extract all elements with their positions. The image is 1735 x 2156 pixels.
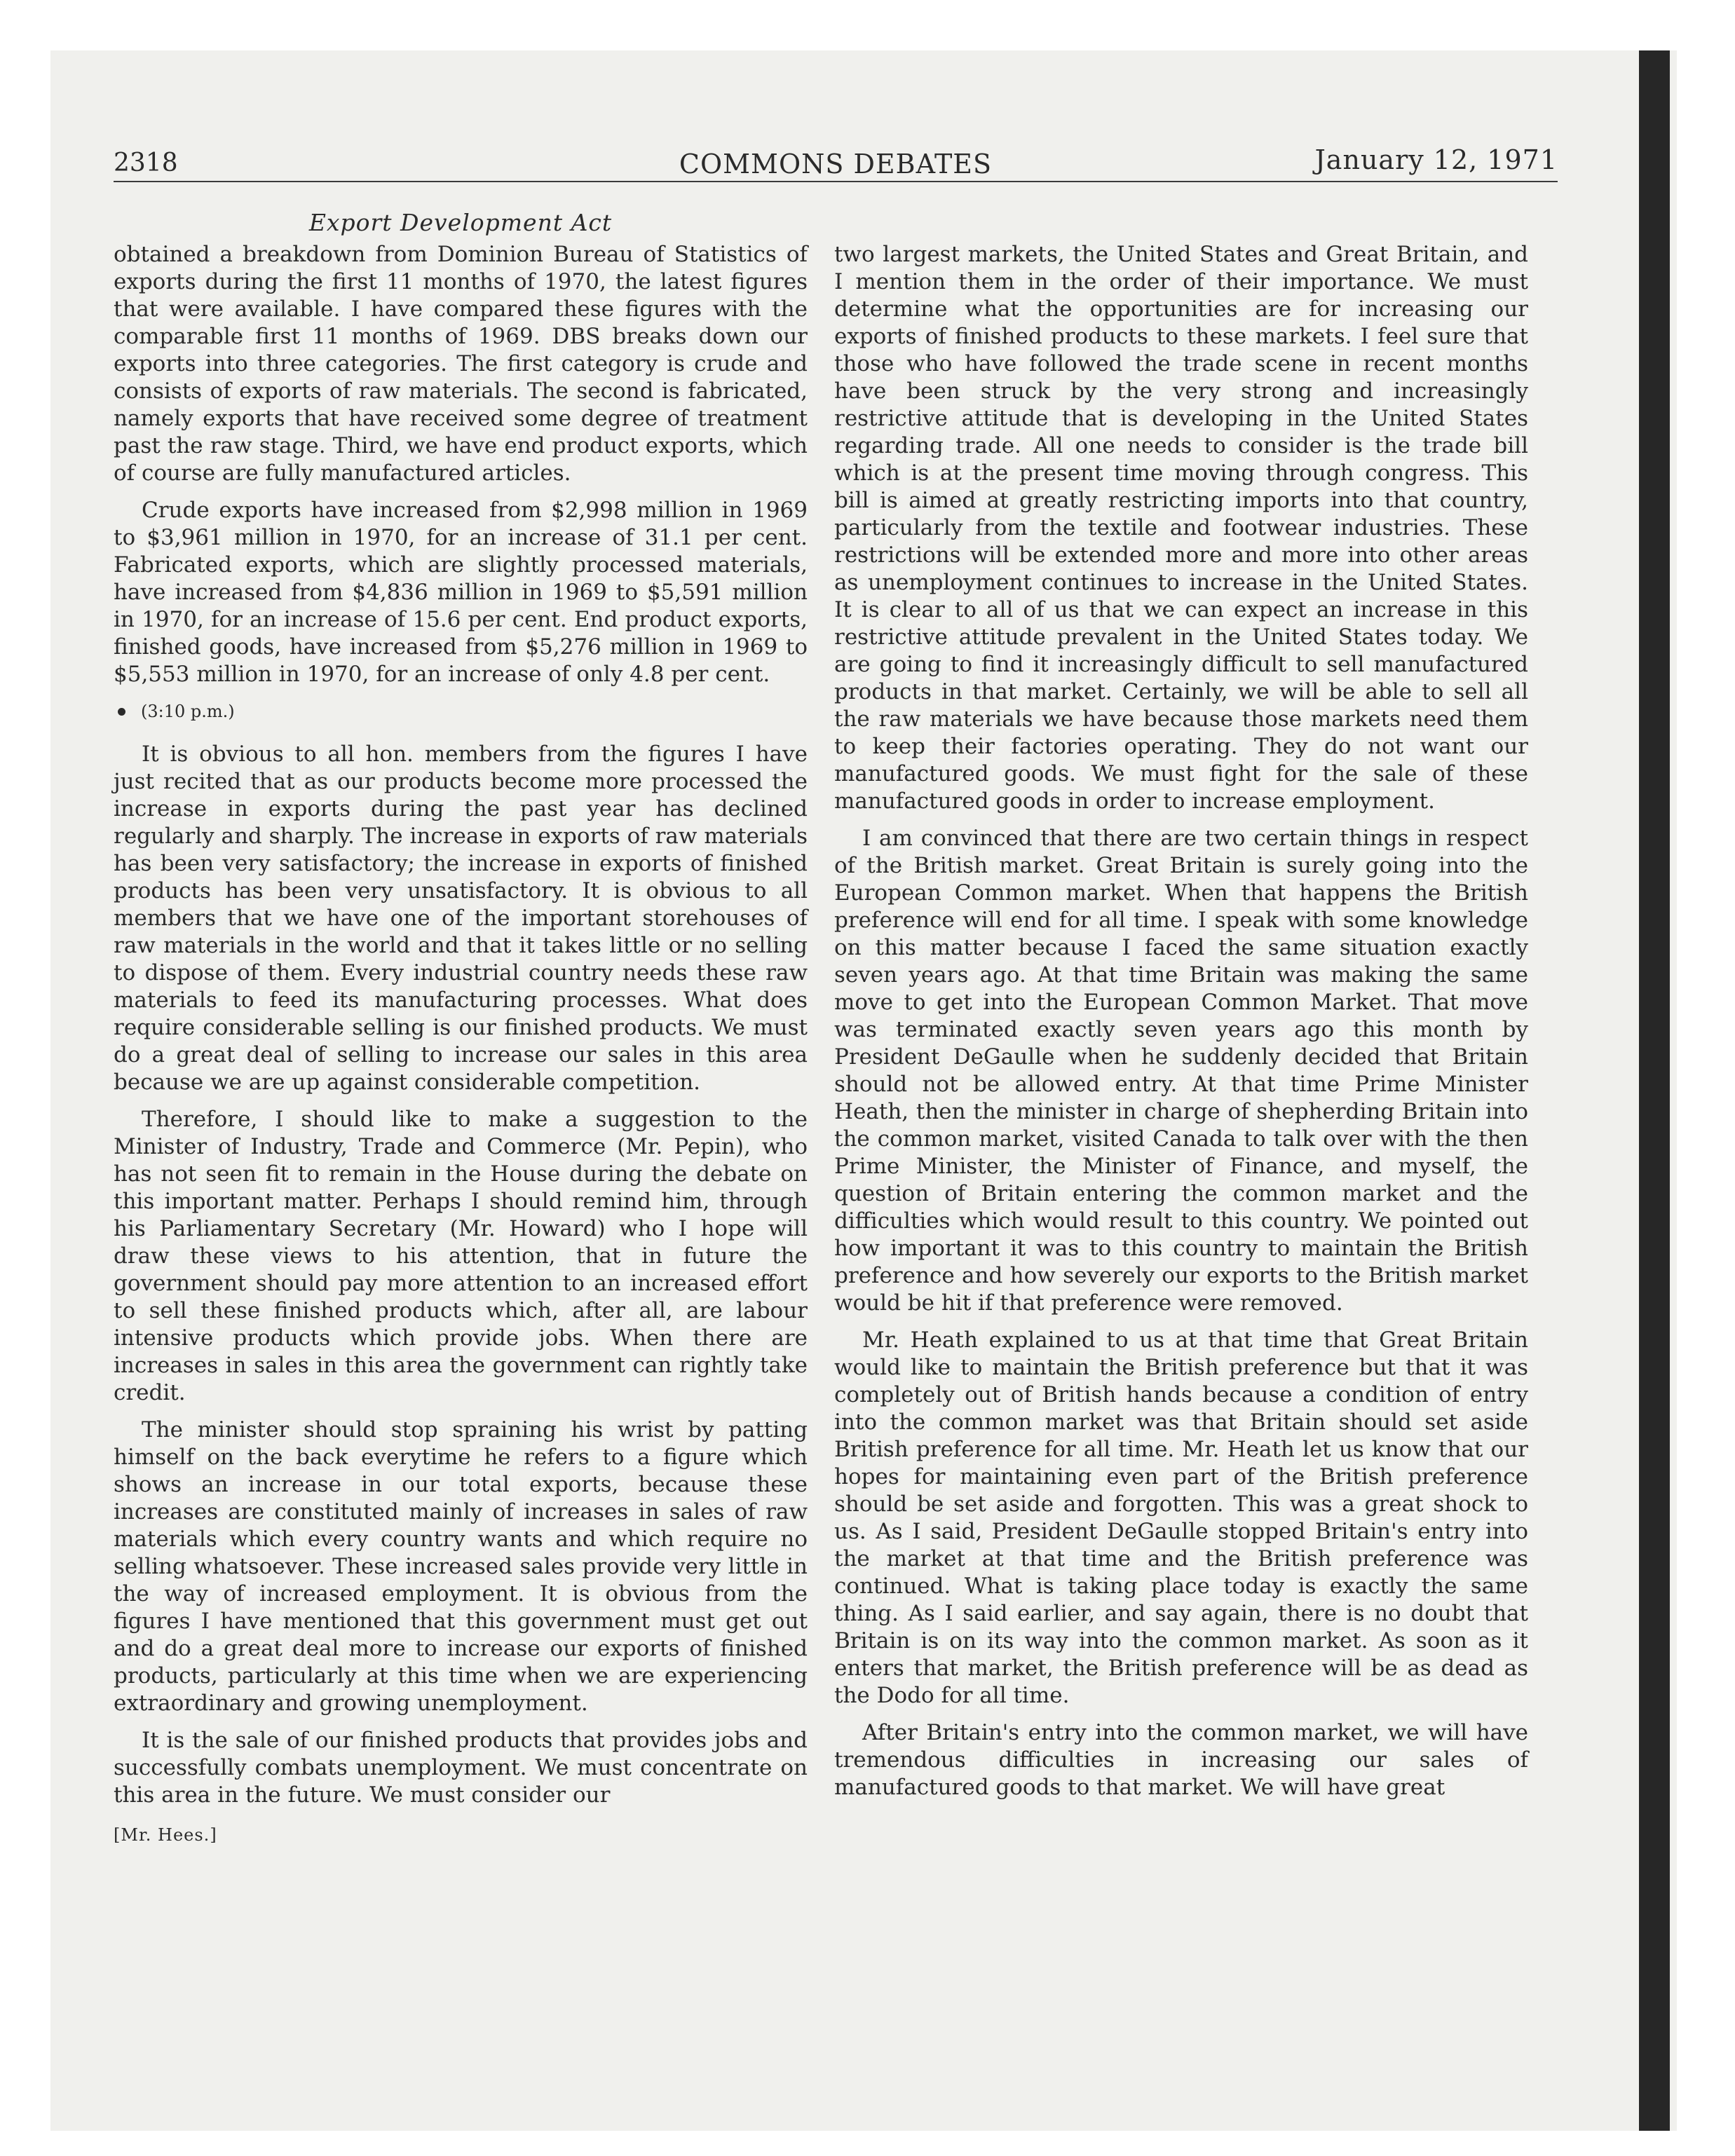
paragraph: Mr. Heath explained to us at that time that Great Britain would like to maintain the British preference but that it was completely out of British hands because a condition of entry into the common market was that Britain should set aside British preference for all time. Mr. Heath let us know that our hopes for maintaining even part of the British preference should be set aside and forgotten. This was a great shock to us. As I said, President DeGaulle stopped Britain's entry into the market at that time and the British preference was continued. What is taking place today is exactly the same thing. As I said earlier, and say again, there is no doubt that Britain is on its way into the common market. As soon as it enters that market, the British preference will be as dead as the Dodo for all time.: [834, 1328, 1528, 1708]
left-column: [114, 241, 808, 1849]
publication-date: January 12, 1971: [1314, 144, 1558, 175]
paragraph: obtained a breakdown from Dominion Bureau of Statistics of exports during the first 11 months of 1970, the latest figures that were available. I have compared these figures with the comparable first 11 months of 1969. DBS breaks down our exports into three categories. The first category is crude and consists of exports of raw materials. The second is fabricated, namely exports that have received some degree of treatment past the raw stage. Third, we have end product exports, which of course are fully manufactured articles.: [114, 242, 808, 486]
paragraph: Therefore, I should like to make a suggestion to the Minister of Industry, Trade and Commerce (Mr. Pepin), who has not seen fit to remain in the House during the debate on this important matter. Perhaps I should remind him, through his Parliamentary Secretary (Mr. Howard) who I hope will draw these views to his attention, that in future the government should pay more attention to an increased effort to sell these finished products which, after all, are labour intensive products which provide jobs. When there are increases in sales in this area the government can rightly take credit.: [114, 1107, 808, 1405]
right-column: [834, 241, 1528, 1811]
speaker-note: [Mr. Hees.]: [114, 1825, 217, 1845]
page-number: 2318: [114, 149, 178, 177]
paragraph: two largest markets, the United States and Great Britain, and I mention them in the order of their importance. We must determine what the opportunities are for increasing our exports of finished products to these markets. I feel sure that those who have followed the trade scene in recent months have been struck by the very strong and increasingly restrictive attitude that is developing in the United States regarding trade. All one needs to consider is the trade bill which is at the present time moving through congress. This bill is aimed at greatly restricting imports into that country, particularly from the textile and footwear industries. These restrictions will be extended more and more into other areas as unemployment continues to increase in the United States. It is clear to all of us that we can expect an increase in this restrictive attitude prevalent in the United States today. We are going to find it increasingly difficult to sell manufactured products in that market. Certainly, we will be able to sell all the raw materials we have because those markets need them to keep their factories operating. They do not want our manufactured goods. We must fight for the sale of these manufactured goods in order to increase employment.: [834, 242, 1528, 814]
page-edge-shadow: [1639, 50, 1670, 2131]
time-stamp: [114, 698, 808, 725]
paragraph: It is obvious to all hon. members from the figures I have just recited that as our products become more processed the increase in exports during the past year has declined regularly and sharply. The increase in exports of raw materials has been very satisfactory; the increase in exports of finished products has been very unsatisfactory. It is obvious to all members that we have one of the important storehouses of raw materials in the world and that it takes little or no selling to dispose of them. Every industrial country needs these raw materials to feed its manufacturing processes. What does require considerable selling is our finished products. We must do a great deal of selling to increase our sales in this area because we are up against considerable competition.: [114, 742, 808, 1095]
paragraph: Crude exports have increased from $2,998 million in 1969 to $3,961 million in 1970, for an increase of 31.1 per cent. Fabricated exports, which are slightly processed materials, have increased from $4,836 million in 1969 to $5,591 million in 1970, for an increase of 15.6 per cent. End product exports, finished goods, have increased from $5,276 million in 1969 to $5,553 million in 1970, for an increase of only 4.8 per cent.: [114, 498, 808, 687]
running-title: Export Development Act: [308, 209, 613, 236]
page-header: [114, 144, 1558, 182]
paragraph: After Britain's entry into the common market, we will have tremendous difficulties in increasing our sales of manufactured goods to that market. We will have great: [834, 1720, 1528, 1800]
bullet-icon: [118, 708, 125, 716]
paragraph: I am convinced that there are two certain things in respect of the British market. Great Britain is surely going into the European Common market. When that happens the British preference will end for all time. I speak with some knowledge on this matter because I faced the same situation exactly seven years ago. At that time Britain was making the same move to get into the European Common Market. That move was terminated exactly seven years ago this month by President DeGaulle when he suddenly decided that Britain should not be allowed entry. At that time Prime Minister Heath, then the minister in charge of shepherding Britain into the common market, visited Canada to talk over with the then Prime Minister, the Minister of Finance, and myself, the question of Britain entering the common market and the difficulties which would result to this country. We pointed out how important it was to this country to maintain the British preference and how severely our exports to the British market would be hit if that preference were removed.: [834, 826, 1528, 1316]
paragraph: It is the sale of our finished products that provides jobs and successfully combats unemployment. We must concentrate on this area in the future. We must consider our: [114, 1728, 808, 1808]
time-stamp-text: (3:10 p.m.): [141, 702, 235, 721]
paragraph: The minister should stop spraining his wrist by patting himself on the back everytime he refers to a figure which shows an increase in our total exports, because these increases are constituted mainly of increases in sales of raw materials which every country wants and which require no selling whatsoever. These increased sales provide very little in the way of increased employment. It is obvious from the figures I have mentioned that this government must get out and do a great deal more to increase our exports of finished products, particularly at this time when we are experiencing extraordinary and growing unemployment.: [114, 1417, 808, 1716]
publication-title: COMMONS DEBATES: [679, 149, 993, 179]
